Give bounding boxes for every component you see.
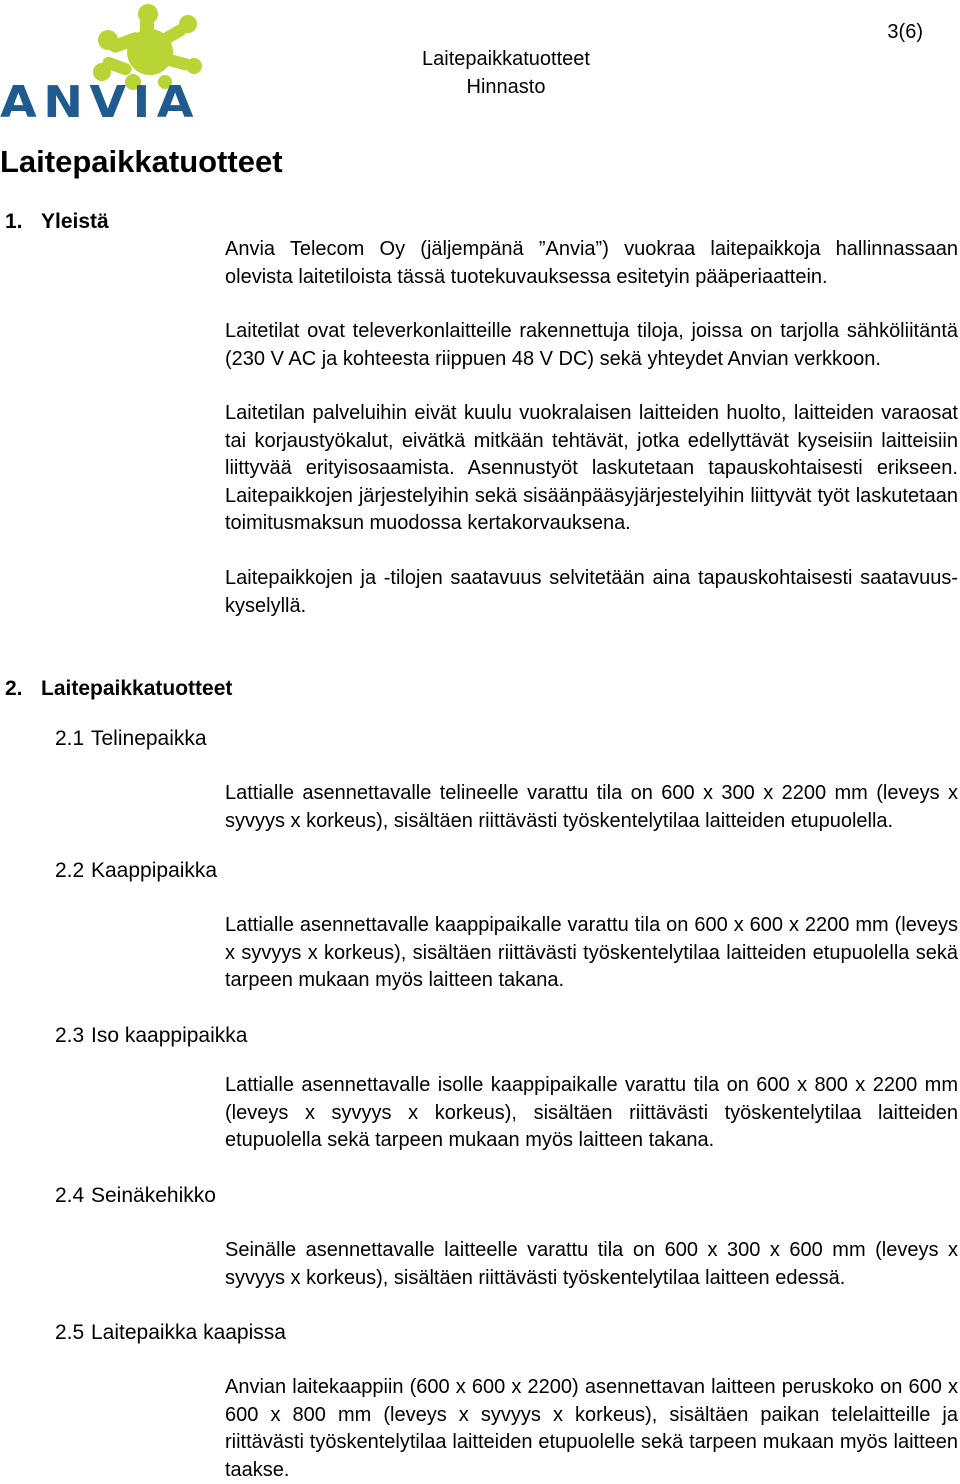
subsection-number: 2.1 (55, 727, 85, 750)
section-title: Laitepaikkatuotteet (41, 677, 233, 700)
subsection-heading-telinepaikka (55, 725, 207, 753)
subsection-title: Seinäkehikko (91, 1184, 216, 1207)
paragraph-laitepaikka-kaapissa: Anvian laitekaappiin (600 x 600 x 2200) asennettavan laitteen peruskoko on 600 x 600 x 800 mm (leveys x syvyys x korkeus), sisältäen paikan telelaitteille ja riittävästi työskentelytilaa laitteiden etupuolelle sekä tarpeen mukaan myös laitteen taakse. (225, 1376, 958, 1481)
subsection-heading-laitepaikka-kaapissa (55, 1319, 286, 1347)
paragraph-services: Laitetilan palveluihin eivät kuulu vuokralaisen laitteiden huolto, laitteiden varaosat tai korjaustyökalut, eivätkä mitkään tehtävät, jotka edellyttävät kyseisiin laitteisiin liittyvää erityisosaamista. Asennustyöt laskutetaan tapauskohtaisesti erikseen. Laitepaikkojen järjestelyihin sekä sisäänpääsyjärjestelyihin liittyvät työt laskutetaan toimitusmaksun muodossa kertakorvauksena. (225, 402, 958, 534)
section-heading-yleista (5, 208, 109, 236)
subsection-title: Kaappipaikka (91, 859, 218, 882)
paragraph-telinepaikka: Lattialle asennettavalle telineelle varattu tila on 600 x 300 x 2200 mm (leveys x syvyys x korkeus), sisältäen riittävästi työskentelytilaa laitteiden etupuolella. (225, 782, 958, 832)
subsection-number: 2.2 (55, 859, 85, 882)
paragraph-intro: Anvia Telecom Oy (jäljempänä ”Anvia”) vuokraa laitepaikkoja hallinnassaan olevista laitetiloista tässä tuotekuvauksessa esitetyin pääperiaattein. (225, 238, 958, 288)
paragraph-facilities: Laitetilat ovat televerkonlaitteille rakennettuja tiloja, joissa on tarjolla sähköliitäntä (230 V AC ja kohteesta riippuen 48 V DC) sekä yhteydet Anvian verkkoon. (225, 320, 958, 370)
paragraph-kaappipaikka: Lattialle asennettavalle kaappipaikalle varattu tila on 600 x 600 x 2200 mm (leveys x syvyys x korkeus), sisältäen riittävästi työskentelytilaa laitteiden etupuolella sekä tarpeen mukaan myös laitteen takana. (225, 914, 958, 991)
page-number: 3(6) (887, 21, 923, 43)
subsection-number: 2.3 (55, 1024, 85, 1047)
subsection-heading-iso-kaappipaikka (55, 1022, 247, 1050)
subsection-title: Telinepaikka (91, 727, 207, 750)
subsection-number: 2.5 (55, 1321, 85, 1344)
section-number: 2. (5, 677, 23, 700)
paragraph-seinakehikko: Seinälle asennettavalle laitteelle varattu tila on 600 x 300 x 600 mm (leveys x syvyys x korkeus), sisältäen riittävästi työskentelytilaa laitteen edessä. (225, 1239, 958, 1289)
header-title: Laitepaikkatuotteet (422, 48, 590, 70)
anvia-logo (0, 0, 205, 120)
subsection-heading-kaappipaikka (55, 857, 217, 885)
document-title: Laitepaikkatuotteet (0, 144, 283, 179)
anvia-logo-graphic (0, 0, 205, 120)
subsection-heading-seinakehikko (55, 1182, 216, 1210)
subsection-title: Laitepaikka kaapissa (91, 1321, 286, 1344)
header-subtitle: Hinnasto (466, 76, 546, 98)
section-number: 1. (5, 210, 23, 233)
paragraph-iso-kaappipaikka: Lattialle asennettavalle isolle kaappipaikalle varattu tila on 600 x 800 x 2200 mm (leveys x syvyys x korkeus), sisältäen riittävästi työskentelytilaa laitteiden etupuolella sekä tarpeen mukaan myös laitteen takana. (225, 1074, 958, 1151)
paragraph-availability: Laitepaikkojen ja -tilojen saatavuus selvitetään aina tapauskohtaisesti saatavuuskyselyllä. (225, 567, 958, 617)
logo-wordmark: ANVIA (0, 77, 200, 120)
section-heading-laitepaikkatuotteet (5, 675, 232, 703)
subsection-number: 2.4 (55, 1184, 85, 1207)
subsection-title: Iso kaappipaikka (91, 1024, 248, 1047)
section-title: Yleistä (41, 210, 109, 233)
